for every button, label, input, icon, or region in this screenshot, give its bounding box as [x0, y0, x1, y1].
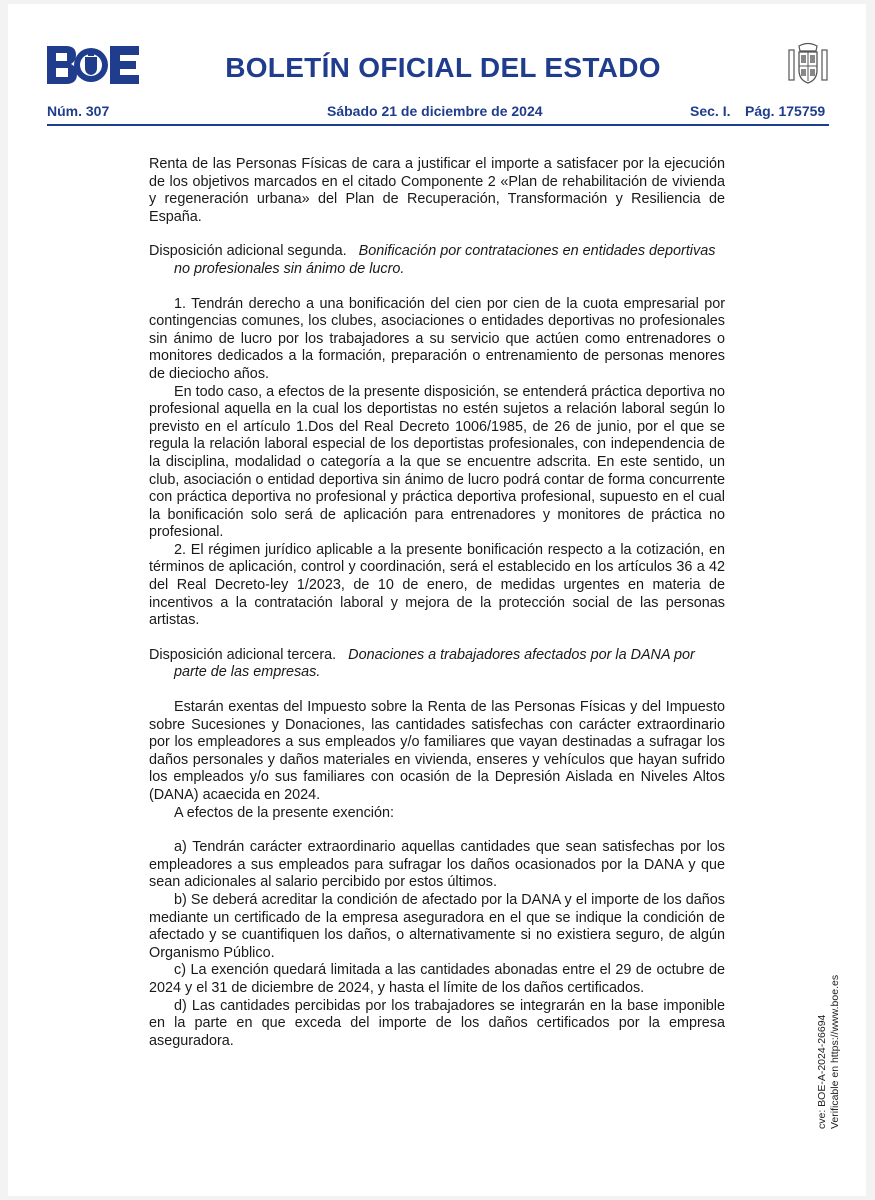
paragraph: A efectos de la presente exención:: [174, 804, 395, 821]
coat-of-arms-icon: [785, 42, 831, 88]
page-number: Pág. 175759: [745, 103, 826, 119]
section-label: Sec. I.: [690, 103, 731, 119]
provision-label: Disposición adicional segunda.: [149, 243, 347, 260]
cve-code: cve: BOE-A-2024-26694: [816, 1014, 828, 1129]
issue-number: Núm. 307: [47, 103, 110, 119]
verify-link[interactable]: Verificable en https://www.boe.es: [829, 974, 841, 1129]
paragraph: Estarán exentas del Impuesto sobre la Renta de las Personas Físicas y del Impuesto sobre Sucesiones y Donaciones, las cantidades satisfechas con carácter extraordinario por los empleadores a sus empleados y/o familiares que vayan destinadas a sufragar los daños personales y daños materiales en vivienda, enseres y vehículos que hayan sufrido los empleados y/o sus familiares con ocasión de la Depresión Aislada en Niveles Altos (DANA) acaecida en 2024.: [149, 699, 725, 803]
header-line: [47, 98, 829, 126]
provision-heading: [149, 243, 725, 278]
list-item: d) Las cantidades percibidas por los trabajadores se integrarán en la base imponible en la parte en que exceda del importe de los daños certificados por la empresa aseguradora.: [149, 997, 725, 1049]
list-item: a) Tendrán carácter extraordinario aquellas cantidades que sean satisfechas por los empleadores a sus empleados para sufragar los daños ocasionados por la DANA y que sean adicionales al salario percibido por estos últimos.: [149, 839, 725, 891]
provision-title: Donaciones a trabajadores afectados por la DANA por parte de las empresas.: [174, 646, 695, 681]
list-item: c) La exención quedará limitada a las cantidades abonadas entre el 29 de octubre de 2024 y el 31 de diciembre de 2024, y hasta el límite de los daños certificados.: [149, 962, 725, 996]
verification-sidebar: [816, 974, 846, 1134]
document-page: [8, 4, 866, 1196]
paragraph: Renta de las Personas Físicas de cara a justificar el importe a satisfacer por la ejecución de los objetivos marcados en el citado Componente 2 «Plan de rehabilitación de vivienda y regeneración urbana» del Plan de Recuperación, Transformación y Resiliencia de España.: [149, 156, 725, 225]
paragraph: En todo caso, a efectos de la presente disposición, se entenderá práctica deportiva no profesional aquella en la cual los deportistas no estén sujetos a relación laboral según lo previsto en el artículo 1.Dos del Real Decreto 1006/1985, de 26 de junio, por el que se regula la relación laboral especial de los deportistas profesionales, con independencia de la disciplina, modalidad o categoría a la que se encuentre adscrita. En este sentido, un club, asociación o entidad deportiva sin ánimo de lucro podrá contar de forma concurrente con práctica deportiva no profesional y práctica deportiva profesional, supuesto en el cual la bonificación solo será de aplicación para entrenadores y monitores de práctica no profesional.: [149, 383, 725, 541]
document-body: [149, 156, 725, 1050]
header-rule: [47, 124, 829, 126]
provision-label: Disposición adicional tercera.: [149, 646, 337, 663]
provision-title: Bonificación por contrataciones en entidades deportivas no profesionales sin ánimo de lucro.: [174, 243, 716, 277]
list-item: b) Se deberá acreditar la condición de afectado por la DANA y el importe de los daños mediante un certificado de la empresa aseguradora en el que se indique la condición de afectado y se cuantifiquen los daños, o alternativamente si no existiera seguro, de algún Organismo Público.: [149, 891, 725, 961]
provision-heading: [149, 647, 725, 682]
paragraph: 1. Tendrán derecho a una bonificación del cien por cien de la cuota empresarial por contingencias comunes, los clubes, asociaciones o entidades deportivas no profesionales sin ánimo de lucro por los trabajadores a su servicio que actúen como entrenadores o monitores dedicados a la formación, preparación o entrenamiento de personas menores de dieciocho años.: [149, 295, 725, 382]
gazette-title: BOLETÍN OFICIAL DEL ESTADO: [225, 52, 661, 83]
boe-logo: [47, 46, 139, 84]
paragraph: 2. El régimen jurídico aplicable a la presente bonificación respecto a la cotización, en términos de aplicación, control y coordinación, será el establecido en los artículos 36 a 42 del Real Decreto-ley 1/2023, de 10 de enero, de medidas urgentes en materia de incentivos a la contratación laboral y mejora de la protección social de las personas artistas.: [149, 541, 725, 629]
issue-date: Sábado 21 de diciembre de 2024: [327, 103, 543, 119]
